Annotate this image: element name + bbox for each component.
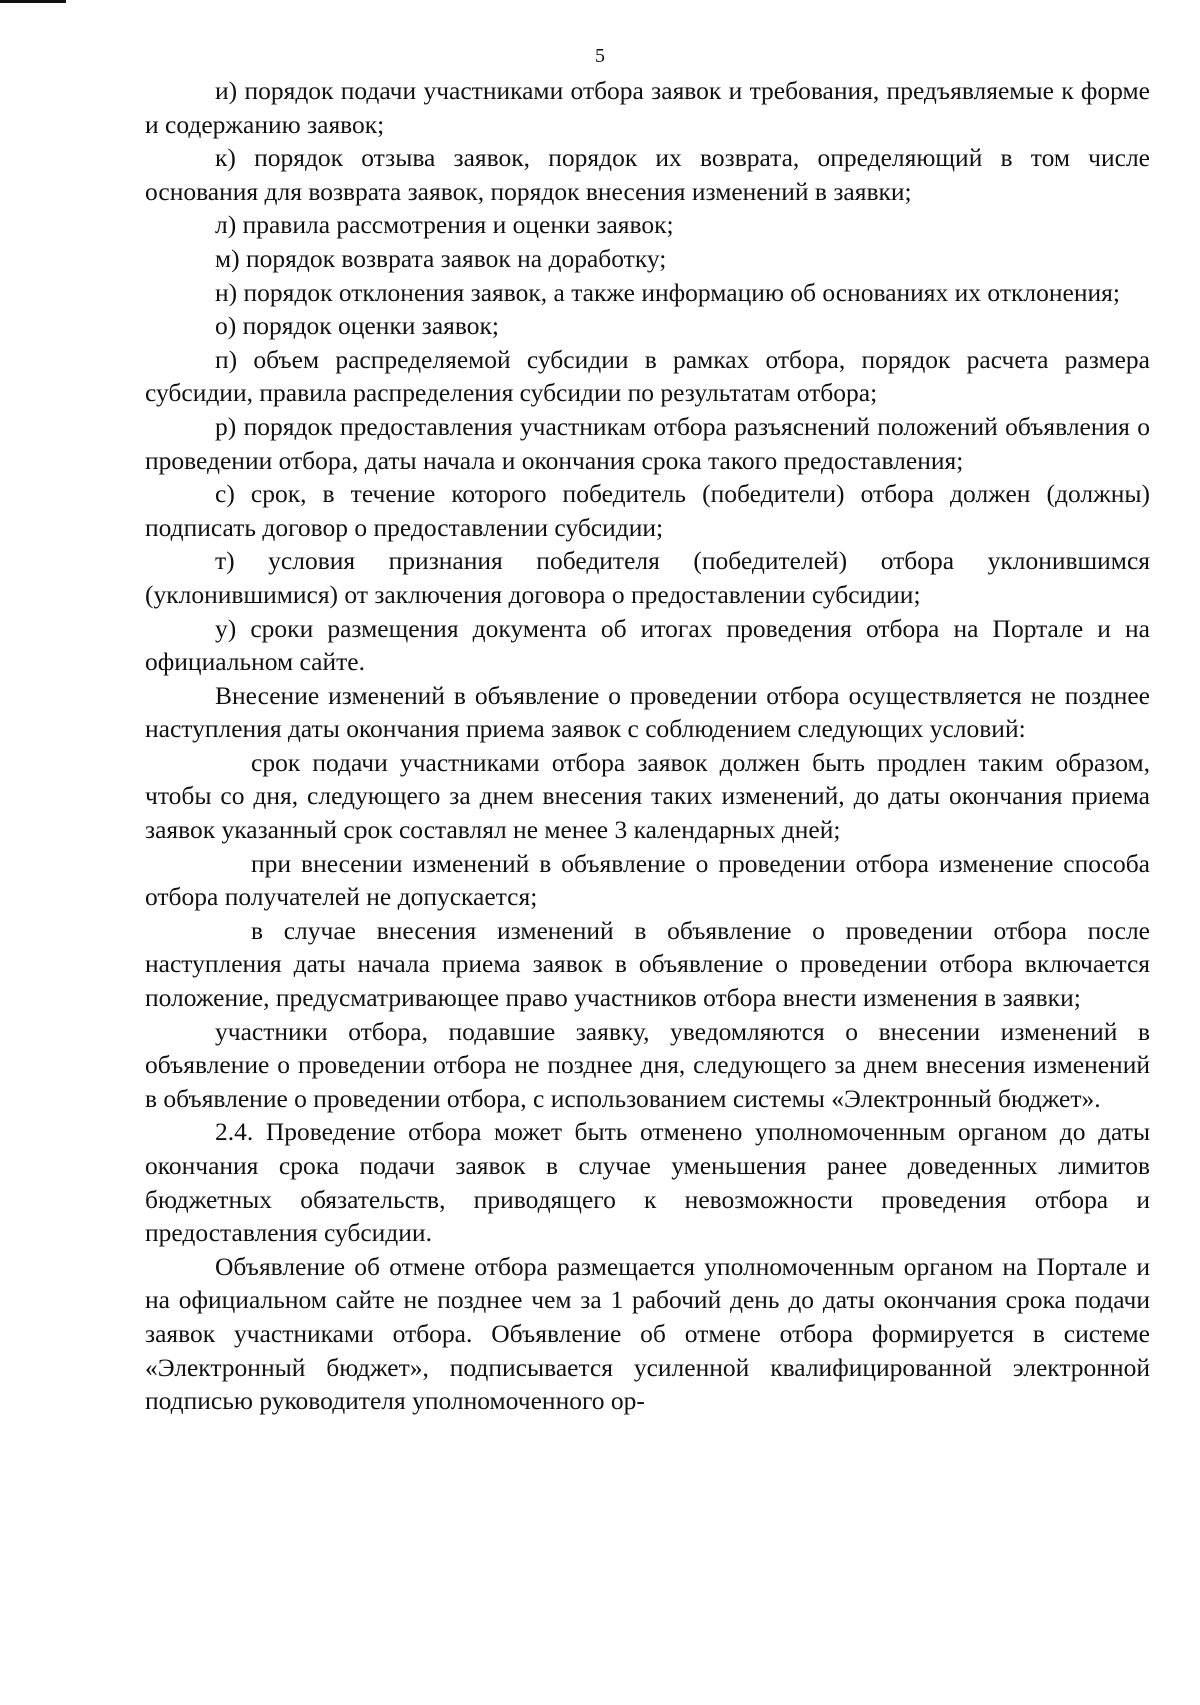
paragraph-clause-2-4: 2.4. Проведение отбора может быть отменено уполномоченным органом до даты окончания срока подачи заявок в случае уменьшения ранее доведенных лимитов бюджетных обязательств, приводящего к невозможности проведения отбора и предоставления субсидии. (145, 1117, 1150, 1248)
paragraph-condition-4: участники отбора, подавшие заявку, уведомляются о внесении изменений в объявление о проведении отбора не позднее дня, следующего за днем внесения изменений в объявление о проведении отбора, с использованием системы «Электронный бюджет». (145, 1016, 1150, 1113)
scan-corner-mark (0, 0, 66, 3)
paragraph-item-r: р) порядок предоставления участникам отбора разъяснений положений объявления о проведении отбора, даты начала и окончания срока такого предоставления; (145, 411, 1150, 475)
paragraph-item-l: л) правила рассмотрения и оценки заявок; (215, 210, 674, 240)
page-number: 5 (595, 45, 605, 67)
paragraph-item-u: у) сроки размещения документа об итогах проведения отбора на Портале и на официальном сайте. (145, 613, 1150, 677)
paragraph-item-i: и) порядок подачи участниками отбора заявок и требования, предъявляемые к форме и содержанию заявок; (145, 76, 1150, 139)
paragraph-changes-intro: Внесение изменений в объявление о проведении отбора осуществляется не позднее наступления даты окончания приема заявок с соблюдением следующих условий: (145, 680, 1150, 744)
paragraph-item-o: о) порядок оценки заявок; (215, 311, 499, 341)
paragraph-item-p: п) объем распределяемой субсидии в рамках отбора, порядок расчета размера субсидии, правила распределения субсидии по результатам отбора; (145, 344, 1150, 408)
paragraph-item-k: к) порядок отзыва заявок, порядок их возврата, определяющий в том числе основания для возврата заявок, порядок внесения изменений в заявки; (145, 143, 1150, 206)
paragraph-condition-2: при внесении изменений в объявление о проведении отбора изменение способа отбора получателей не допускается; (145, 848, 1150, 912)
paragraph-item-n: н) порядок отклонения заявок, а также информацию об основаниях их отклонения; (215, 277, 1120, 307)
paragraph-item-m: м) порядок возврата заявок на доработку; (215, 243, 667, 273)
document-body (145, 74, 1150, 1418)
paragraph-item-s: с) срок, в течение которого победитель (победители) отбора должен (должны) подписать договор о предоставлении субсидии; (145, 479, 1150, 542)
paragraph-condition-1: срок подачи участниками отбора заявок должен быть продлен таким образом, чтобы со дня, следующего за днем внесения таких изменений, до даты окончания приема заявок указанный срок составлял не менее 3 календарных дней; (145, 747, 1150, 845)
paragraph-item-t: т) условия признания победителя (победителей) отбора уклонившимся (уклонившимися) от заключения договора о предоставлении субсидии; (145, 546, 1150, 609)
paragraph-condition-3: в случае внесения изменений в объявление о проведении отбора после наступления даты начала приема заявок в объявление о проведении отбора включается положение, предусматривающее право участников отбора внести изменения в заявки; (145, 915, 1150, 1013)
paragraph-cancel-notice: Объявление об отмене отбора размещается уполномоченным органом на Портале и на официальном сайте не позднее чем за 1 рабочий день до даты окончания срока подачи заявок участниками отбора. Объявление об отмене отбора формируется в системе «Электронный бюджет», подписывается усиленной квалифицированной электронной подписью руководителя уполномоченного ор- (145, 1251, 1150, 1416)
